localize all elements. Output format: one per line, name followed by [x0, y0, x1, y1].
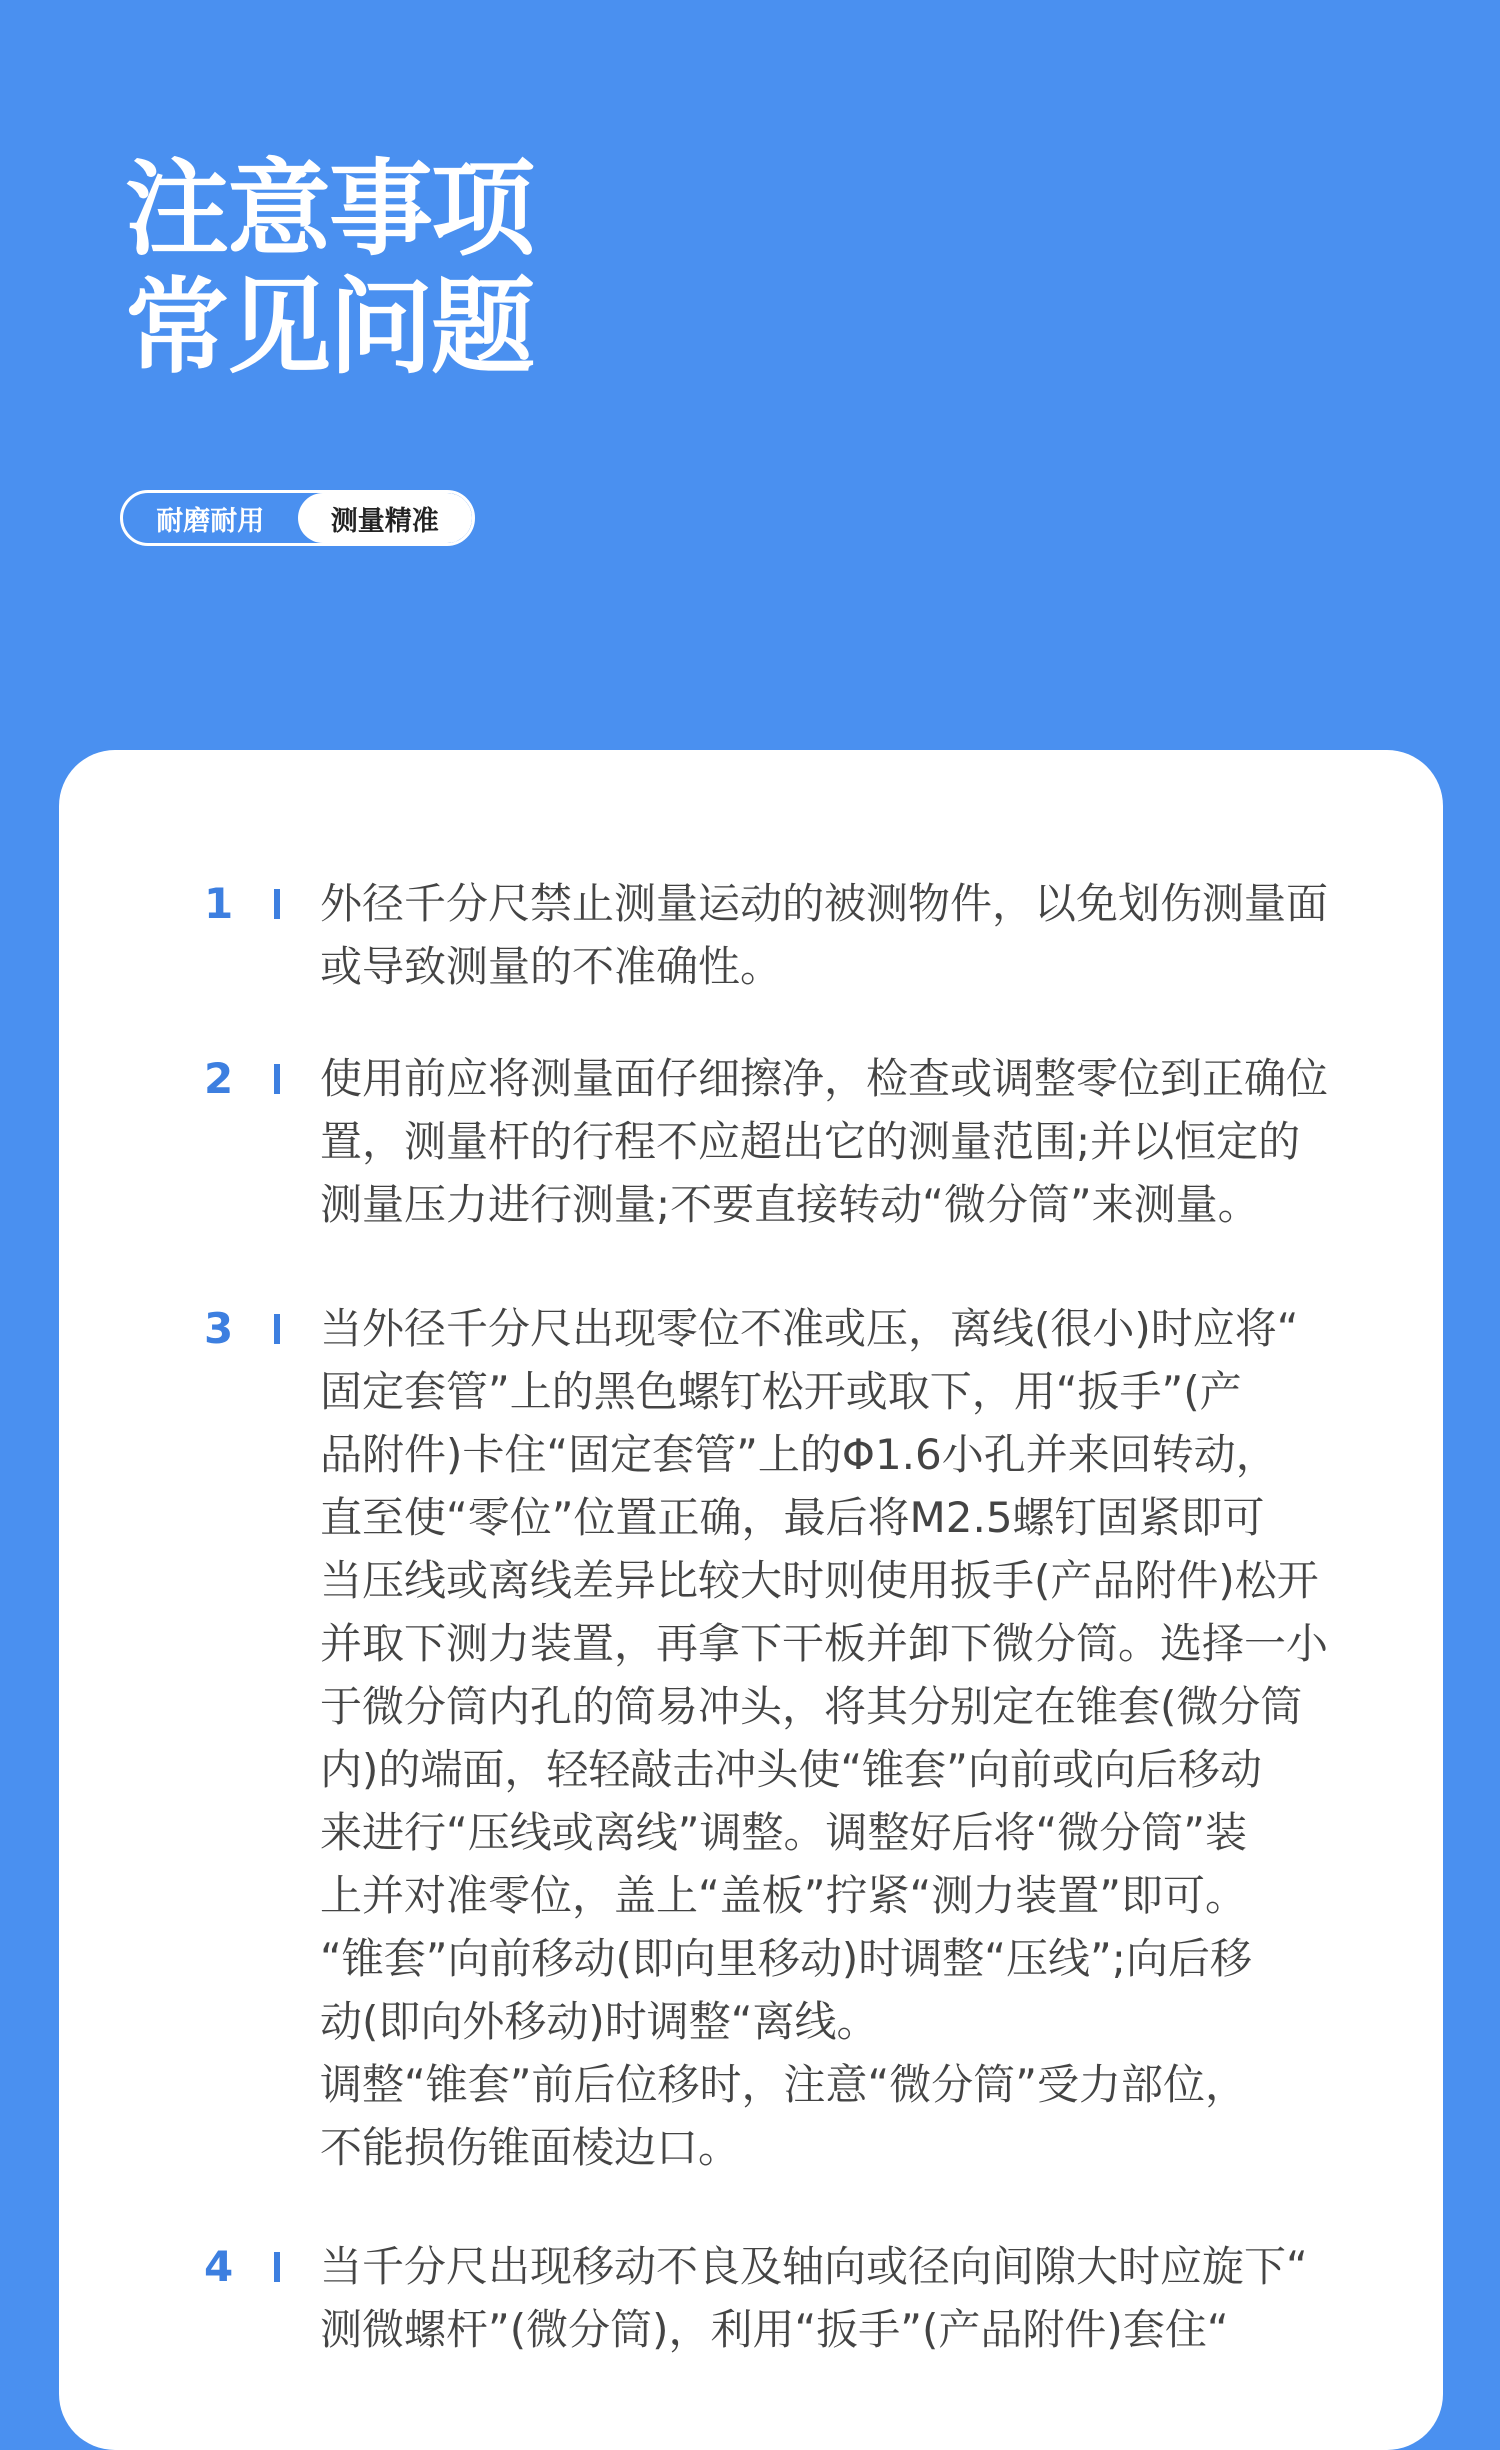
note-divider [274, 2252, 280, 2282]
page-title-line-2: 常见问题 [125, 266, 534, 388]
note-number: 1 [204, 879, 234, 928]
page-title [125, 150, 533, 386]
tag-accurate[interactable]: 测量精准 [298, 493, 473, 543]
note-number: 4 [204, 2242, 234, 2291]
notes-card [59, 750, 1443, 2450]
note-text: 当千分尺出现移动不良及轴向或径向间隙大时应旋下“ 测微螺杆”(微分筒)，利用“扳手”(产品附件)套住“ [320, 2242, 1308, 2354]
note-divider [274, 889, 280, 919]
tag-durable[interactable]: 耐磨耐用 [156, 505, 265, 537]
note-text: 外径千分尺禁止测量运动的被测物件，以免划伤测量面 或导致测量的不准确性。 [320, 879, 1329, 991]
note-divider [274, 1314, 280, 1344]
note-number: 2 [204, 1054, 234, 1103]
note-number: 3 [204, 1304, 234, 1353]
note-divider [274, 1064, 280, 1094]
note-item-1 [204, 872, 1404, 998]
note-text: 当外径千分尺出现零位不准或压，离线(很小)时应将“ 固定套管”上的黑色螺钉松开或取下，用“扳手”(产 品附件)卡住“固定套管”上的Φ1.6小孔并来回转动， 直至使“零位”位置正确，最后将M2.5螺钉固紧即可 当压线或离线差异比较大时则使用扳手(产品附件)松开 并取下测力装置，再拿下干板并卸下微分筒。选择一小 于微分筒内孔的简易冲头，将其分别定在锥套(微分筒 内)的端面，轻轻敲击冲头使“锥套”向前或向后移动 来进行“压线或离线”调整。调整好后将“微分筒”装 上并对准零位，盖上“盖板”拧紧“测力装置”即可。 “锥套”向前移动(即向里移动)时调整“压线”;向后移 动(即向外移动)时调整“离线。 调整“锥套”前后位移时，注意“微分筒”受力部位， 不能损伤锥面棱边口。 [320, 1304, 1329, 2172]
page-title-line-1: 注意事项 [125, 148, 534, 270]
note-text: 使用前应将测量面仔细擦净，检查或调整零位到正确位 置，测量杆的行程不应超出它的测量范围;并以恒定的 测量压力进行测量;不要直接转动“微分筒”来测量。 [320, 1054, 1329, 1229]
note-item-4 [204, 2235, 1404, 2361]
note-item-3 [204, 1297, 1404, 2179]
tag-switch[interactable] [120, 490, 475, 546]
note-item-2 [204, 1047, 1404, 1236]
